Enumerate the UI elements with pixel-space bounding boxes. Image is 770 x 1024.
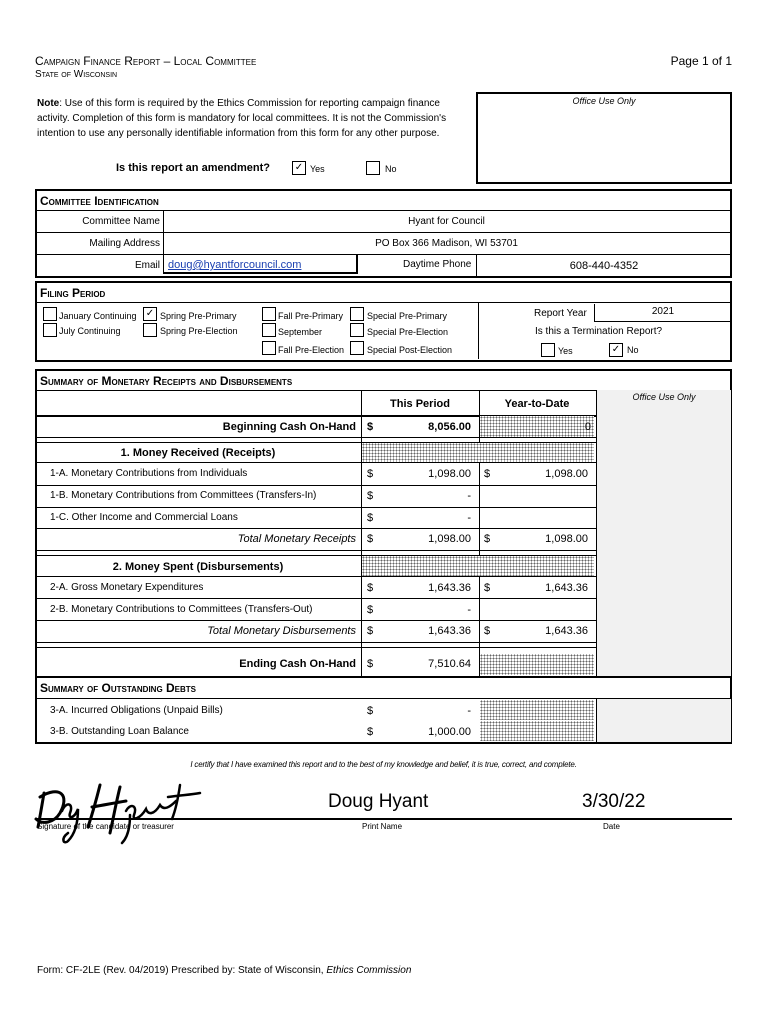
disbursement-row-value[interactable]: 1,643.36 <box>428 582 471 594</box>
filing-special-pre-primary-checkbox[interactable] <box>350 307 364 321</box>
receipt-row-label: 1-C. Other Income and Commercial Loans <box>50 512 238 523</box>
filing-july-continuing-label: July Continuing <box>59 326 121 336</box>
disbursement-row-label: 2-A. Gross Monetary Expenditures <box>50 582 204 593</box>
grid-hline <box>35 507 596 508</box>
termination-question: Is this a Termination Report? <box>535 326 663 337</box>
debts-section-header: Summary of Outstanding Debts <box>35 677 732 699</box>
signature-label: Signature of the candidate or treasurer <box>37 822 174 831</box>
grid-hline <box>35 437 596 438</box>
grid-hline <box>35 462 596 463</box>
termination-no-label: No <box>627 345 639 355</box>
receipt-row-label: 1-B. Monetary Contributions from Committees (Transfers-In) <box>50 490 317 501</box>
filing-september-checkbox[interactable] <box>262 323 276 337</box>
total-disbursements-ytd-currency: $ <box>484 625 491 637</box>
filing-july-continuing-checkbox[interactable] <box>43 323 57 337</box>
disbursement-row-label: 2-B. Monetary Contributions to Committees (Transfers-Out) <box>50 604 313 615</box>
debt-row-value[interactable]: 1,000.00 <box>428 726 471 738</box>
page-number: Page 1 of 1 <box>670 54 732 68</box>
mailing-address-label: Mailing Address <box>89 238 160 249</box>
beginning-cash-currency: $ <box>367 421 374 433</box>
debt-row-ytd-shade <box>480 700 594 720</box>
committee-name-value[interactable]: Hyant for Council <box>408 216 485 227</box>
debt-row-label: 3-A. Incurred Obligations (Unpaid Bills) <box>50 705 223 716</box>
grid-hline <box>35 647 596 648</box>
disbursement-row-ytd-currency: $ <box>484 582 491 594</box>
signature-line <box>35 818 732 820</box>
filing-fall-pre-election-checkbox[interactable] <box>262 341 276 355</box>
filing-special-pre-primary-label: Special Pre-Primary <box>367 311 448 321</box>
beginning-cash-ytd-field <box>480 416 594 437</box>
total-disbursements-ytd-value[interactable]: 1,643.36 <box>545 625 588 637</box>
amendment-no-checkbox[interactable] <box>366 161 380 175</box>
amendment-no-label: No <box>385 164 397 174</box>
print-name-value[interactable]: Doug Hyant <box>328 791 429 812</box>
disbursement-row-currency: $ <box>367 582 374 594</box>
total-disbursements-label: Total Monetary Disbursements <box>207 625 356 637</box>
received-title-shade <box>362 443 594 462</box>
filing-fall-pre-primary-checkbox[interactable] <box>262 307 276 321</box>
beginning-cash-ytd-value: 0 <box>584 421 591 433</box>
form-subtitle: State of Wisconsin <box>35 69 118 80</box>
email-field[interactable] <box>163 254 358 274</box>
grid-hline <box>35 485 596 486</box>
beginning-cash-value[interactable]: 8,056.00 <box>428 421 471 433</box>
disbursement-row-ytd-value[interactable]: 1,643.36 <box>545 582 588 594</box>
filing-special-post-election-checkbox[interactable] <box>350 341 364 355</box>
debt-row-ytd-shade <box>480 721 594 741</box>
summary-section-header: Summary of Monetary Receipts and Disbursements <box>35 369 732 391</box>
debt-row-label: 3-B. Outstanding Loan Balance <box>50 726 189 737</box>
total-receipts-value[interactable]: 1,098.00 <box>428 533 471 545</box>
filing-spring-pre-primary-label: Spring Pre-Primary <box>160 311 237 321</box>
grid-hline <box>35 620 596 621</box>
filing-january-continuing-checkbox[interactable] <box>43 307 57 321</box>
grid-hline <box>35 576 596 577</box>
committee-name-label: Committee Name <box>82 216 160 227</box>
print-name-label: Print Name <box>362 822 403 831</box>
report-year-value[interactable]: 2021 <box>651 306 675 317</box>
termination-no-checkbox[interactable]: ✓ <box>609 343 623 357</box>
termination-yes-checkbox[interactable] <box>541 343 555 357</box>
footer-agency: Ethics Commission <box>326 965 412 976</box>
total-receipts-currency: $ <box>367 533 374 545</box>
debt-row-currency: $ <box>367 705 374 717</box>
total-receipts-label: Total Monetary Receipts <box>237 533 356 545</box>
col-this-period: This Period <box>390 398 450 410</box>
date-label: Date <box>603 822 620 831</box>
phone-field[interactable] <box>476 254 730 276</box>
ending-cash-value[interactable]: 7,510.64 <box>428 658 471 670</box>
spent-title-shade <box>362 556 594 576</box>
total-receipts-ytd-value[interactable]: 1,098.00 <box>545 533 588 545</box>
footer-prefix: Form: CF-2LE (Rev. 04/2019) Prescribed by: State of Wisconsin, <box>37 965 327 976</box>
email-label: Email <box>134 260 160 271</box>
filing-special-pre-election-checkbox[interactable] <box>350 323 364 337</box>
receipt-row-value[interactable]: - <box>467 490 471 502</box>
office-use-label: Office Use Only <box>572 96 636 106</box>
daytime-phone-value[interactable]: 608-440-4352 <box>569 260 639 272</box>
email-value[interactable]: doug@hyantforcouncil.com <box>168 259 302 271</box>
total-disbursements-value[interactable]: 1,643.36 <box>428 625 471 637</box>
debt-row-currency: $ <box>367 726 374 738</box>
money-spent-title: 2. Money Spent (Disbursements) <box>112 561 284 573</box>
grid-hline <box>35 598 596 599</box>
filing-spring-pre-election-checkbox[interactable] <box>143 323 157 337</box>
receipt-row-currency: $ <box>367 490 374 502</box>
receipt-row-ytd-value[interactable]: 1,098.00 <box>545 468 588 480</box>
office-use-column <box>596 390 731 676</box>
total-receipts-ytd-currency: $ <box>484 533 491 545</box>
filing-spring-pre-election-label: Spring Pre-Election <box>160 326 238 336</box>
note-paragraph <box>37 96 475 141</box>
filing-special-pre-election-label: Special Pre-Election <box>367 327 449 337</box>
note-label: Note <box>37 98 60 109</box>
amendment-yes-label: Yes <box>310 164 325 174</box>
grid-hline <box>35 642 596 643</box>
daytime-phone-label: Daytime Phone <box>403 259 472 270</box>
committee-section-header: Committee Identification <box>35 189 732 211</box>
grid-vline <box>361 390 362 677</box>
receipt-row-label: 1-A. Monetary Contributions from Individuals <box>50 468 248 479</box>
filing-spring-pre-primary-checkbox[interactable]: ✓ <box>143 307 157 321</box>
disbursement-row-value[interactable]: - <box>467 604 471 616</box>
termination-yes-label: Yes <box>558 346 573 356</box>
filing-fall-pre-primary-label: Fall Pre-Primary <box>278 311 344 321</box>
grid-hline <box>35 550 596 551</box>
total-disbursements-currency: $ <box>367 625 374 637</box>
amendment-yes-checkbox[interactable]: ✓ <box>292 161 306 175</box>
filing-special-post-election-label: Special Post-Election <box>367 345 453 355</box>
form-footer <box>37 965 411 976</box>
form-title: Campaign Finance Report – Local Committee <box>35 54 257 68</box>
debt-row-value[interactable]: - <box>467 705 471 717</box>
receipt-row-value[interactable]: - <box>467 512 471 524</box>
note-text: : Use of this form is required by the Ethics Commission for reporting campaign finance activity. Completion of this form is mandatory for local committees. It is not the Commission's intention to use any personally identifiable information from this form for any other purpose. <box>37 98 447 139</box>
signature-image <box>30 775 210 845</box>
receipt-row-currency: $ <box>367 512 374 524</box>
report-year-label: Report Year <box>534 308 587 319</box>
receipt-row-value[interactable]: 1,098.00 <box>428 468 471 480</box>
mailing-address-value[interactable]: PO Box 366 Madison, WI 53701 <box>375 238 518 249</box>
ending-cash-currency: $ <box>367 658 374 670</box>
filing-fall-pre-election-label: Fall Pre-Election <box>278 345 345 355</box>
col-year-to-date: Year-to-Date <box>504 398 570 410</box>
disbursement-row-currency: $ <box>367 604 374 616</box>
certification-statement: I certify that I have examined this report and to the best of my knowledge and belief, it is true, correct, and complete. <box>190 760 577 769</box>
amendment-question: Is this report an amendment? <box>116 162 271 174</box>
money-received-title: 1. Money Received (Receipts) <box>120 447 276 459</box>
filing-january-continuing-label: January Continuing <box>59 311 137 321</box>
filing-section-header: Filing Period <box>35 281 732 303</box>
office-use-column-debts <box>596 699 731 742</box>
ending-cash-ytd-shade <box>480 654 594 675</box>
beginning-cash-label: Beginning Cash On-Hand <box>222 421 356 433</box>
receipt-row-ytd-currency: $ <box>484 468 491 480</box>
report-year-field[interactable] <box>594 304 730 322</box>
ending-cash-label: Ending Cash On-Hand <box>239 658 356 670</box>
office-use-label-summary: Office Use Only <box>632 392 696 402</box>
office-use-box-top <box>476 92 732 184</box>
date-value[interactable]: 3/30/22 <box>582 791 646 812</box>
grid-hline <box>35 528 596 529</box>
receipt-row-currency: $ <box>367 468 374 480</box>
filing-september-label: September <box>278 327 323 337</box>
